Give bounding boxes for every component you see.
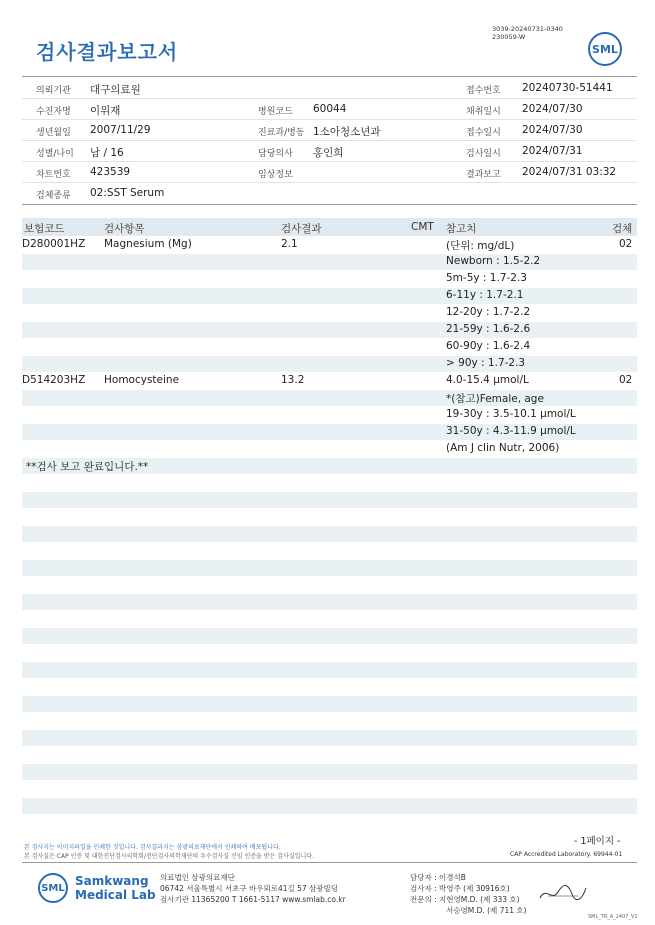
sml-footer-logo: SML: [38, 873, 68, 903]
dept-value: 1소아청소년과: [313, 126, 381, 138]
table-stripe: [22, 288, 637, 304]
company-brand: [75, 874, 156, 902]
page-title: 검사결과보고서: [36, 40, 179, 64]
sex-age-value: 남 / 16: [90, 147, 124, 159]
receipt-date-label: 접수일시: [466, 128, 501, 138]
hospital-code-label: 병원코드: [258, 107, 293, 117]
completion-note: **검사 보고 완료입니다.**: [26, 461, 149, 473]
footer-note-image: 본 검사지는 이미지파일을 인쇄한 것입니다. 검사결과지는 삼광의료재단에서 인쇄하여 배포됩니다.: [24, 844, 281, 851]
info-row-6: [22, 183, 637, 203]
table-stripe: [22, 764, 637, 780]
table-stripe: [22, 696, 637, 712]
table-stripe: [22, 560, 637, 576]
report-date-label: 결과보고: [466, 170, 501, 180]
table-stripe: [22, 492, 637, 508]
page-number: - 1페이지 -: [574, 836, 621, 847]
receipt-date-value: 2024/07/30: [522, 124, 583, 136]
doctor-label: 담당의사: [258, 149, 293, 159]
cell-reference: > 90y : 1.7-2.3: [446, 357, 526, 369]
cell-reference: 6-11y : 1.7-2.1: [446, 289, 524, 301]
table-stripe: [22, 594, 637, 610]
col-ref-header: 참고치: [446, 223, 477, 235]
address-line1: 의료법인 삼광의료재단: [160, 873, 235, 882]
staff-signatures: [410, 872, 527, 916]
table-stripe: [22, 390, 637, 406]
info-row-5: [22, 162, 637, 183]
cell-reference: *(참고)Female, age: [446, 393, 544, 405]
col-specimen-header: 검체: [612, 223, 633, 235]
sex-age-label: 성별/나이: [36, 149, 74, 159]
brand-line2: Medical Lab: [75, 888, 156, 902]
info-row-1: [22, 78, 637, 99]
table-stripe: [22, 526, 637, 542]
cell-reference: Newborn : 1.5-2.2: [446, 255, 541, 267]
collect-date-label: 채취일시: [466, 107, 501, 117]
chart-no-label: 차트번호: [36, 170, 71, 180]
dept-label: 진료과/병동: [258, 128, 305, 138]
company-address: [160, 872, 346, 905]
cell-item: Magnesium (Mg): [104, 238, 192, 250]
cell-reference: 31-50y : 4.3-11.9 μmol/L: [446, 425, 576, 437]
receipt-no-value: 20240730-51441: [522, 82, 613, 94]
staff-line2: 검사자 : 박영주 (제 30916호): [410, 884, 510, 893]
cell-specimen: 02: [619, 374, 633, 386]
cell-specimen: 02: [619, 238, 633, 250]
info-row-4: [22, 141, 637, 162]
cell-result: 13.2: [281, 374, 305, 386]
staff-line3: 전문의 : 지현영M.D. (제 333 호): [410, 895, 520, 904]
report-date-value: 2024/07/31 03:32: [522, 166, 617, 178]
specimen-label: 검체종류: [36, 191, 71, 201]
cell-reference: 19-30y : 3.5-10.1 μmol/L: [446, 408, 576, 420]
cell-reference: 12-20y : 1.7-2.2: [446, 306, 531, 318]
col-item-header: 검사항목: [104, 223, 145, 235]
cell-code: D280001HZ: [22, 238, 86, 250]
hospital-value: 대구의료원: [90, 84, 141, 96]
patient-label: 수진자명: [36, 107, 71, 117]
handwritten-signature-icon: [538, 880, 588, 906]
table-stripe: [22, 730, 637, 746]
info-row-3: [22, 120, 637, 141]
footer-divider: [22, 862, 637, 863]
cell-reference: 21-59y : 1.6-2.6: [446, 323, 531, 335]
col-cmt-header: CMT: [411, 221, 434, 233]
table-stripe: [22, 322, 637, 338]
staff-line1: 담당자 : 이경석B: [410, 873, 466, 882]
address-line3: 검사기관 11365200 T 1661-5117 www.smlab.co.kr: [160, 895, 346, 904]
cell-reference: 4.0-15.4 μmol/L: [446, 374, 529, 386]
hospital-label: 의뢰기관: [36, 86, 71, 96]
collect-date-value: 2024/07/30: [522, 103, 583, 115]
test-date-value: 2024/07/31: [522, 145, 583, 157]
cell-reference: 5m-5y : 1.7-2.3: [446, 272, 527, 284]
document-id-line1: 3039-20240731-0340: [492, 25, 563, 33]
info-divider: [22, 204, 637, 205]
document-id: [492, 25, 563, 41]
header-divider: [22, 76, 637, 77]
table-stripe: [22, 356, 637, 372]
table-stripe: [22, 662, 637, 678]
specimen-value: 02:SST Serum: [90, 187, 165, 199]
brand-line1: Samkwang: [75, 874, 149, 888]
cell-result: 2.1: [281, 238, 298, 250]
info-row-2: [22, 99, 637, 120]
table-stripe: [22, 798, 637, 814]
staff-line4: 서승영M.D. (제 711 호): [446, 906, 527, 915]
col-result-header: 검사결과: [281, 223, 322, 235]
doctor-value: 홍인희: [313, 147, 344, 159]
results-table-header: [22, 218, 637, 236]
dob-label: 생년월일: [36, 128, 71, 138]
test-date-label: 검사일시: [466, 149, 501, 159]
hospital-code-value: 60044: [313, 103, 347, 115]
cell-reference: (Am J clin Nutr, 2006): [446, 442, 560, 454]
footer-note-cap: 본 검사실은 CAP 인증 및 대한진단검사의학회/진단검사의학재단의 우수검사실 신임 인증을 받은 검사실입니다.: [24, 853, 314, 860]
table-stripe: [22, 254, 637, 270]
receipt-no-label: 접수번호: [466, 86, 501, 96]
form-code: SML_TR_A_2407_V1: [588, 914, 638, 920]
cell-reference: (단위: mg/dL): [446, 240, 515, 252]
clinical-label: 임상정보: [258, 170, 293, 180]
sml-logo: SML: [588, 32, 622, 66]
table-stripe: [22, 628, 637, 644]
address-line2: 06742 서울특별시 서초구 바우뫼로41길 57 삼광빌딩: [160, 884, 339, 893]
col-code-header: 보험코드: [24, 223, 65, 235]
cell-code: D514203HZ: [22, 374, 86, 386]
cap-accreditation: CAP Accredited Laboratory. 69944-01: [510, 851, 623, 858]
cell-reference: 60-90y : 1.6-2.4: [446, 340, 531, 352]
patient-value: 이위재: [90, 105, 121, 117]
dob-value: 2007/11/29: [90, 124, 151, 136]
chart-no-value: 423539: [90, 166, 131, 178]
cell-item: Homocysteine: [104, 374, 180, 386]
document-id-line2: 230059-W: [492, 33, 526, 41]
